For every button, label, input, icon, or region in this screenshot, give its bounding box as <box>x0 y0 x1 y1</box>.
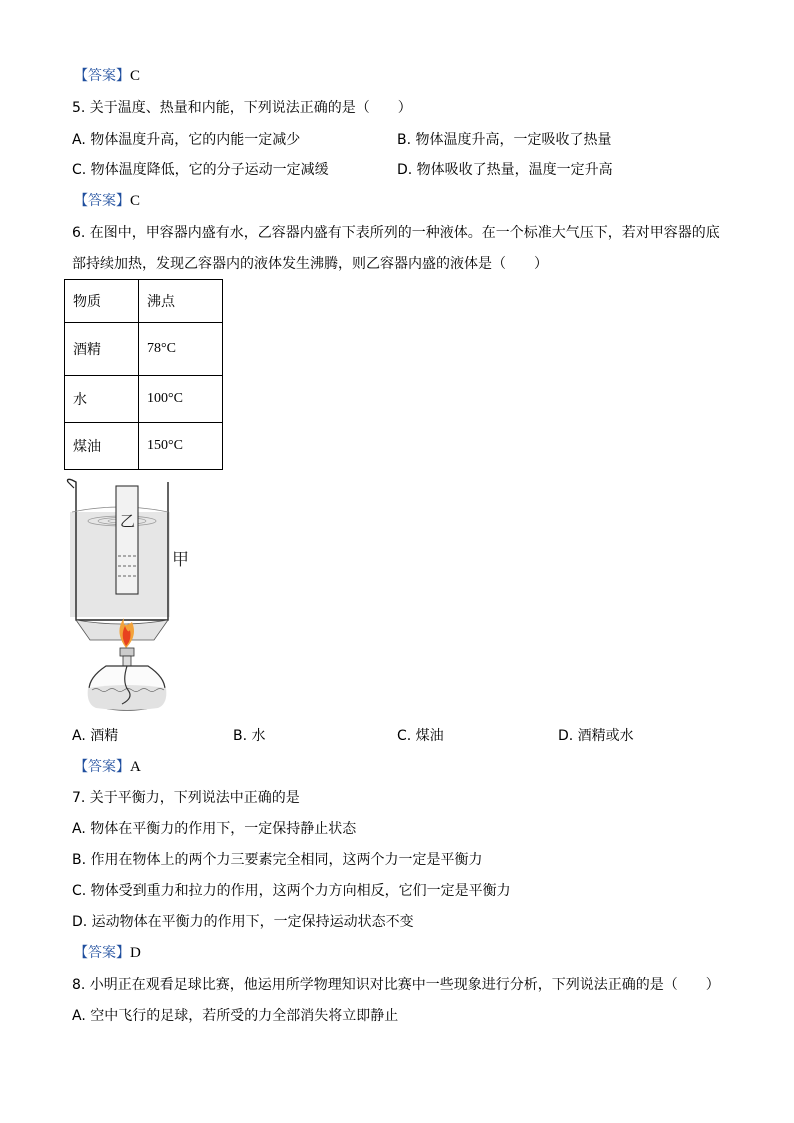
q8-option-a: A. 空中飞行的足球，若所受的力全部消失将立即静止 <box>72 1008 399 1024</box>
outer-container-label: 甲 <box>172 550 189 570</box>
table-row <box>65 376 223 423</box>
q7-option-a: A. 物体在平衡力的作用下，一定保持静止状态 <box>72 821 357 837</box>
q7-answer-line <box>74 943 141 963</box>
heating-apparatus-figure <box>62 472 202 714</box>
answer-value: D <box>130 945 141 961</box>
q5-option-d: D. 物体吸收了热量，温度一定升高 <box>397 162 613 178</box>
answer-line <box>74 66 140 86</box>
answer-tag: 【答案】 <box>74 759 130 775</box>
q5-answer-line <box>74 191 140 211</box>
table-header-substance: 物质 <box>65 280 139 323</box>
q8-stem: 8. 小明正在观看足球比赛，他运用所学物理知识对比赛中一些现象进行分析，下列说法正确的是（ ） <box>72 977 720 993</box>
answer-tag: 【答案】 <box>74 193 130 209</box>
answer-value: A <box>130 759 141 775</box>
answer-tag: 【答案】 <box>74 945 130 961</box>
answer-tag: 【答案】 <box>74 68 130 84</box>
q6-option-a: A. 酒精 <box>72 728 119 744</box>
q5-option-c: C. 物体温度降低，它的分子运动一定减缓 <box>72 162 329 178</box>
table-cell-boiling-point: 78°C <box>139 323 223 376</box>
inner-container-label: 乙 <box>120 512 136 530</box>
q5-stem: 5. 关于温度、热量和内能，下列说法正确的是（ ） <box>72 100 412 116</box>
answer-value: C <box>130 68 141 84</box>
table-header-boiling-point: 沸点 <box>139 280 223 323</box>
answer-value: C <box>130 193 141 209</box>
q7-option-d: D. 运动物体在平衡力的作用下，一定保持运动状态不变 <box>72 914 414 930</box>
table-row <box>65 323 223 376</box>
boiling-point-table <box>64 279 223 470</box>
q5-option-b: B. 物体温度升高，一定吸收了热量 <box>397 132 612 148</box>
q5-option-a: A. 物体温度升高，它的内能一定减少 <box>72 132 301 148</box>
table-header-row <box>65 280 223 323</box>
table-cell-substance: 水 <box>65 376 139 423</box>
table-row <box>65 423 223 470</box>
q7-option-c: C. 物体受到重力和拉力的作用，这两个力方向相反，它们一定是平衡力 <box>72 883 511 899</box>
q6-option-c: C. 煤油 <box>397 728 444 744</box>
q7-option-b: B. 作用在物体上的两个力三要素完全相同，这两个力一定是平衡力 <box>72 852 483 868</box>
flame-icon <box>119 618 134 648</box>
q6-stem-line1: 6. 在图中，甲容器内盛有水，乙容器内盛有下表所列的一种液体。在一个标准大气压下，若对甲容器的底 <box>72 225 720 241</box>
table-cell-substance: 酒精 <box>65 323 139 376</box>
table-cell-boiling-point: 150°C <box>139 423 223 470</box>
q6-answer-line <box>74 757 141 777</box>
q6-stem-line2: 部持续加热，发现乙容器内的液体发生沸腾，则乙容器内盛的液体是（ ） <box>72 256 548 272</box>
q6-option-d: D. 酒精或水 <box>558 728 634 744</box>
table-cell-boiling-point: 100°C <box>139 376 223 423</box>
q7-stem: 7. 关于平衡力，下列说法中正确的是 <box>72 790 300 806</box>
table-cell-substance: 煤油 <box>65 423 139 470</box>
alcohol-lamp <box>88 648 167 710</box>
inner-test-tube <box>116 486 138 594</box>
q6-option-b: B. 水 <box>233 728 266 744</box>
